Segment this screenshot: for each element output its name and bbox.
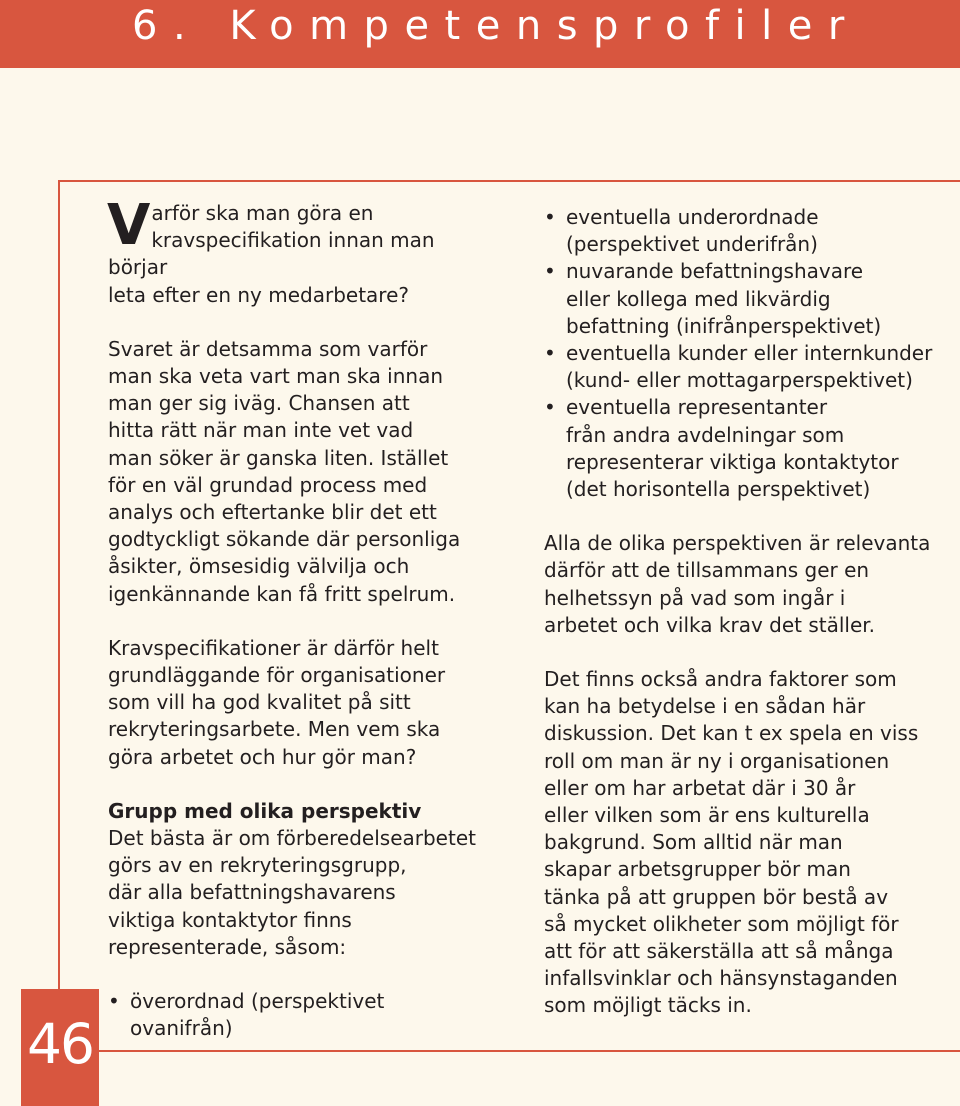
footer-rule (99, 1050, 960, 1052)
text-line: skapar arbetsgrupper bör man (544, 857, 851, 882)
text-line: där alla befattningshavarens (108, 880, 396, 905)
frame-top-rule (58, 180, 960, 182)
text-line: leta efter en ny medarbetare? (108, 282, 410, 307)
list-item (108, 988, 488, 1042)
text-line: infallsvinklar och hänsynstaganden (544, 966, 898, 991)
text-line: Svaret är detsamma som varför (108, 336, 428, 361)
text-line: man ska veta vart man ska innan (108, 364, 444, 389)
text-line: representerar viktiga kontaktytor (566, 449, 899, 474)
text-line: arför ska man göra en (151, 201, 374, 225)
text-line: igenkännande kan få fritt spelrum. (108, 581, 456, 606)
text-line: man söker är ganska liten. Istället (108, 445, 449, 470)
text-line: eller vilken som är ens kulturella (544, 803, 870, 828)
intro-paragraph (107, 193, 488, 309)
text-line: arbetet och vilka krav det ställer. (544, 612, 876, 637)
text-line: kan ha betydelse i en sådan här (544, 694, 866, 719)
text-line: från andra avdelningar som (566, 422, 845, 447)
perspective-list-right (544, 204, 954, 503)
bullet-icon: • (544, 205, 556, 229)
text-line: eventuella kunder eller internkunder (566, 341, 933, 366)
group-paragraph (108, 825, 488, 961)
text-line: nuvarande befattningshavare (566, 259, 864, 284)
text-line: överordnad (perspektivet ovanifrån) (130, 989, 385, 1041)
bullet-icon: • (544, 259, 556, 284)
text-line: göra arbetet och hur gör man? (108, 744, 417, 769)
text-line: representerade, såsom: (108, 934, 347, 959)
text-line: eller kollega med likvärdig (566, 286, 831, 311)
text-line: görs av en rekryteringsgrupp, (108, 853, 407, 878)
right-column (544, 204, 954, 1020)
drop-cap: V (107, 193, 151, 258)
text-line: grundläggande för organisationer (108, 663, 446, 688)
list-item (544, 204, 954, 258)
text-line: för en väl grundad process med (108, 472, 428, 497)
chapter-header-bar (0, 0, 960, 68)
text-line: som möjligt täcks in. (544, 993, 752, 1018)
text-line: hitta rätt när man inte vet vad (108, 418, 414, 443)
perspective-list-left (108, 988, 488, 1042)
requirements-paragraph (108, 635, 488, 771)
text-line: viktiga kontaktytor finns (108, 907, 352, 932)
text-line: tänka på att gruppen bör bestå av (544, 884, 889, 909)
section-heading: Grupp med olika perspektiv (108, 798, 422, 823)
text-line: eventuella underordnade (566, 205, 819, 229)
text-line: roll om man är ny i organisationen (544, 748, 890, 773)
text-line: kravspecifikation innan man börjar (108, 228, 435, 280)
text-line: analys och eftertanke blir det ett (108, 500, 437, 525)
text-line: Kravspecifikationer är därför helt (108, 635, 439, 660)
text-line: rekryteringsarbete. Men vem ska (108, 717, 441, 742)
text-line: som vill ha god kvalitet på sitt (108, 690, 411, 715)
text-line: helhetssyn på vad som ingår i (544, 585, 846, 610)
text-line: åsikter, ömsesidig välvilja och (108, 554, 410, 579)
bullet-icon: • (544, 341, 556, 366)
text-line: befattning (inifrånperspektivet) (566, 313, 882, 338)
text-line: Det bästa är om förberedelsearbetet (108, 826, 476, 851)
text-line: därför att de tillsammans ger en (544, 558, 870, 583)
text-line: eller om har arbetat där i 30 år (544, 775, 856, 800)
relevance-paragraph (544, 530, 954, 639)
text-line: eventuella representanter (566, 395, 828, 420)
text-line: Det finns också andra faktorer som (544, 667, 897, 692)
answer-paragraph (108, 336, 488, 608)
text-line: så mycket olikheter som möjligt för (544, 911, 899, 936)
list-item (544, 340, 954, 394)
text-line: (perspektivet underifrån) (566, 232, 818, 257)
list-item (544, 258, 954, 340)
bullet-icon: • (544, 395, 556, 420)
list-item (544, 394, 954, 503)
text-line: man ger sig iväg. Chansen att (108, 391, 410, 416)
text-line: Alla de olika perspektiven är relevanta (544, 531, 931, 556)
text-line: diskussion. Det kan t ex spela en viss (544, 721, 919, 746)
text-line: (det horisontella perspektivet) (566, 477, 871, 502)
page-number-box (21, 989, 99, 1106)
text-line: bakgrund. Som alltid när man (544, 830, 843, 855)
text-line: att för att säkerställa att så många (544, 939, 894, 964)
page-number: 46 (27, 1012, 93, 1076)
factors-paragraph (544, 666, 954, 1020)
left-column (107, 193, 488, 1042)
chapter-title: 6. Kompetensprofiler (132, 3, 860, 49)
bullet-icon: • (108, 989, 120, 1014)
text-line: godtyckligt sökande där personliga (108, 527, 461, 552)
text-line: (kund- eller mottagarperspektivet) (566, 368, 913, 393)
frame-left-rule (58, 180, 60, 992)
